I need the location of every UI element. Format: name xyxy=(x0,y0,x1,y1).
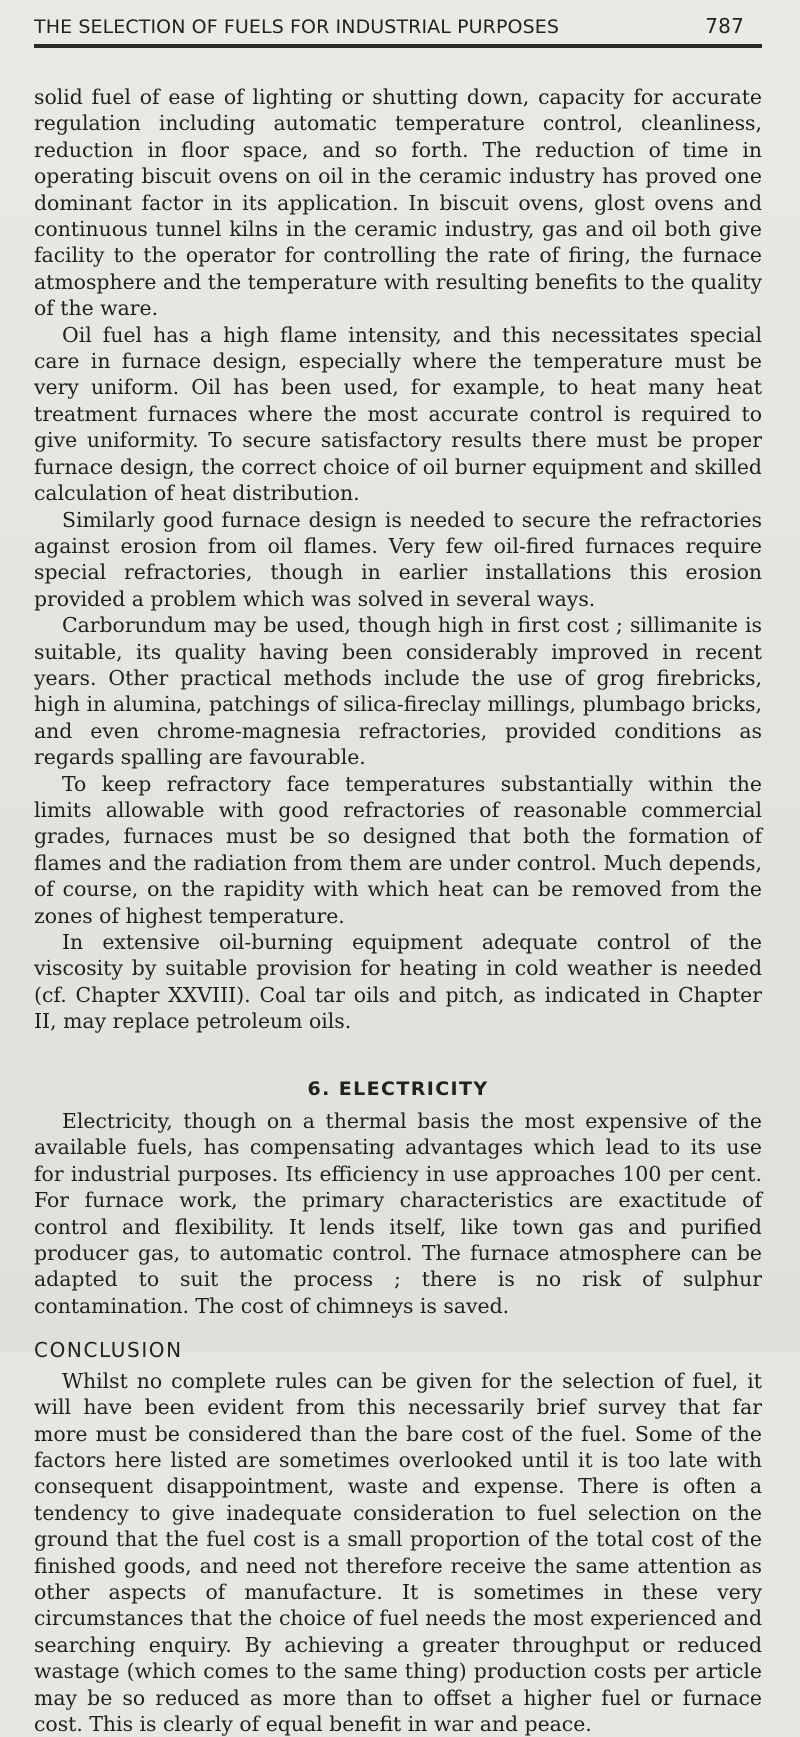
running-head xyxy=(34,14,762,48)
running-title: THE SELECTION OF FUELS FOR INDUSTRIAL PURPOSES xyxy=(34,16,560,38)
paragraph-carborundum: Carborundum may be used, though high in first cost ; sillimanite is suitable, its quality having been considerably improved in recent years. Other practical methods include the use of grog firebricks, high in alumina, patchings of silica-fireclay millings, plumbago bricks, and even chrome-magnesia refractories, provided conditions as regards spalling are favourable. xyxy=(34,613,762,770)
paragraph-oil-viscosity: In extensive oil-burning equipment adequate control of the viscosity by suitable provision for heating in cold weather is needed (cf. Chapter XXVIII). Coal tar oils and pitch, as indicated in Chapter II, may replace petroleum oils. xyxy=(34,930,762,1034)
section-heading-conclusion: CONCLUSION xyxy=(34,1338,183,1363)
section-heading-electricity: 6. ELECTRICITY xyxy=(307,1077,489,1100)
page-body xyxy=(34,84,762,1737)
paragraph-fuel-ease: solid fuel of ease of lighting or shutting down, capacity for accurate regulation including automatic temperature control, cleanliness, reduction in floor space, and so forth. The reduction of time in operating biscuit ovens on oil in the ceramic industry has proved one dominant factor in its application. In biscuit ovens, glost ovens and continuous tunnel kilns in the ceramic industry, gas and oil both give facility to the operator for controlling the rate of firing, the furnace atmosphere and the temperature with resulting benefits to the quality of the ware. xyxy=(34,85,762,321)
paragraph-refractory-temperatures: To keep refractory face temperatures substantially within the limits allowable with good refractories of reasonable commercial grades, furnaces must be so designed that both the formation of flames and the radiation from them are under control. Much depends, of course, on the rapidity with which heat can be removed from the zones of highest temperature. xyxy=(34,771,762,928)
page-number: 787 xyxy=(705,14,744,38)
paragraph-oil-flame-intensity: Oil fuel has a high flame intensity, and this necessitates special care in furnace design, especially where the temperature must be very uniform. Oil has been used, for example, to heat many heat treatment furnaces where the most accurate control is required to give uniformity. To secure satisfactory results there must be proper furnace design, the correct choice of oil burner equipment and skilled calculation of heat distribution. xyxy=(34,322,762,506)
paragraph-conclusion: Whilst no complete rules can be given for the selection of fuel, it will have been evident from this necessarily brief survey that far more must be considered than the bare cost of the fuel. Some of the factors here listed are sometimes overlooked until it is too late with consequent disappointment, waste and expense. There is often a tendency to give inadequate consideration to fuel selection on the ground that the fuel cost is a small proportion of the total cost of the finished goods, and need not therefore receive the same attention as other aspects of manufacture. It is sometimes in these very circumstances that the choice of fuel needs the most experienced and searching enquiry. By achieving a greater throughput or reduced wastage (which comes to the same thing) production costs per article may be so reduced as more than to offset a higher fuel or furnace cost. This is clearly of equal benefit in war and peace. xyxy=(34,1368,762,1736)
paragraph-electricity: Electricity, though on a thermal basis the most expensive of the available fuels, has compensating advantages which lead to its use for industrial purposes. Its efficiency in use approaches 100 per cent. For furnace work, the primary characteristics are exactitude of control and flexibility. It lends itself, like town gas and purified producer gas, to automatic control. The furnace atmosphere can be adapted to suit the process ; there is no risk of sulphur contamination. The cost of chimneys is saved. xyxy=(34,1109,762,1318)
paragraph-refractory-erosion: Similarly good furnace design is needed to secure the refractories against erosion from oil flames. Very few oil-fired furnaces require special refractories, though in earlier installations this erosion provided a problem which was solved in several ways. xyxy=(34,507,762,611)
